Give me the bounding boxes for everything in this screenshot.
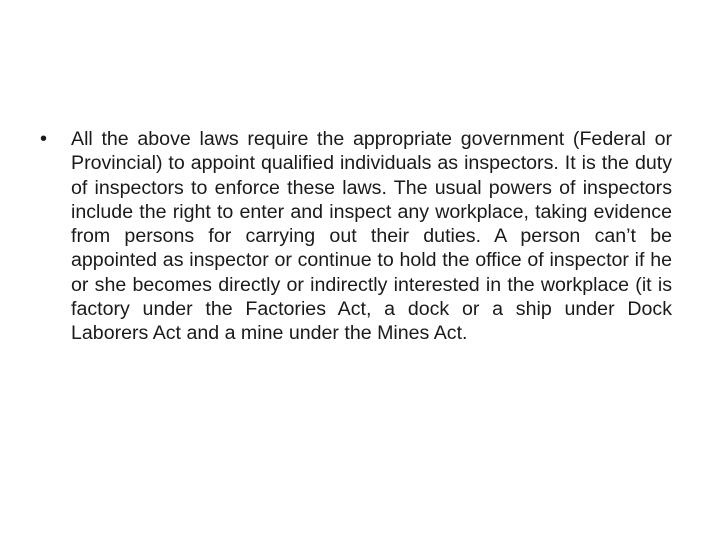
bullet-item	[40, 127, 672, 346]
bullet-paragraph: All the above laws require the appropriate government (Federal or Provincial) to appoint qualified individuals as inspectors. It is the duty of inspectors to enforce these laws. The usual powers of inspectors include the right to enter and inspect any workplace, taking evidence from persons for carrying out their duties. A person can’t be appointed as inspector or continue to hold the office of inspector if he or she becomes directly or indirectly interested in the workplace (it is factory under the Factories Act, a dock or a ship under Dock Laborers Act and a mine under the Mines Act.	[71, 128, 672, 345]
bullet-icon: •	[40, 128, 48, 150]
